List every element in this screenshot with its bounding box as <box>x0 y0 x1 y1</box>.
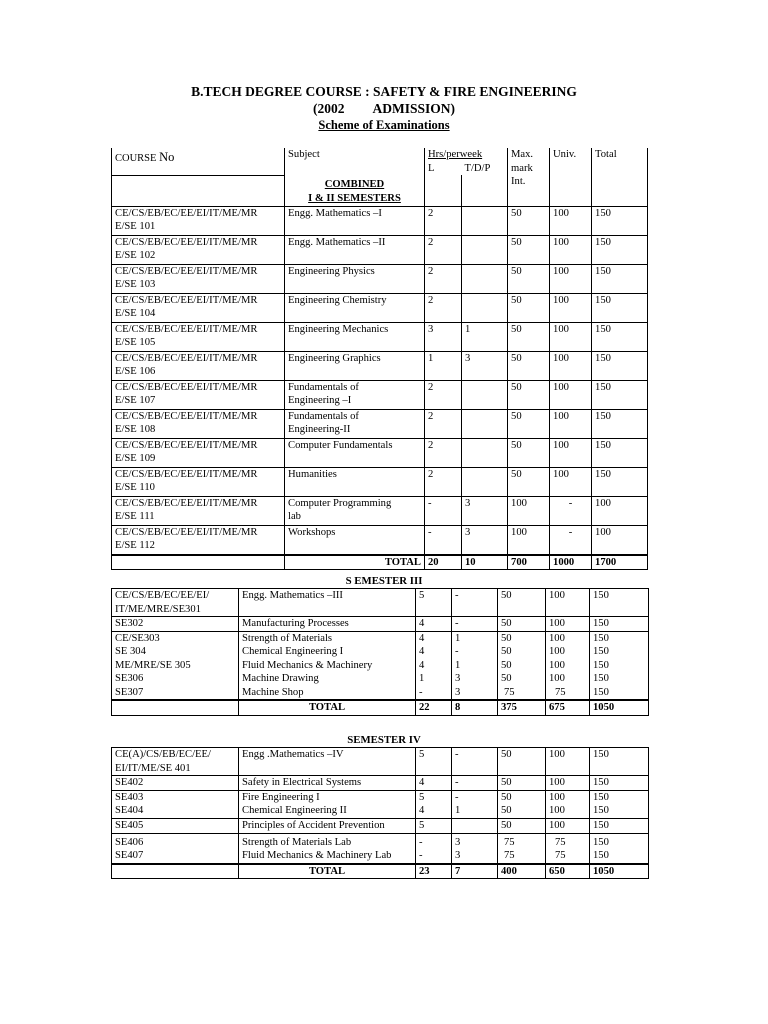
table-row <box>112 409 648 438</box>
univ-mark: 75 <box>546 833 590 849</box>
max-mark: 50 <box>498 589 546 617</box>
subject: Machine Drawing <box>239 672 416 686</box>
table-row <box>112 235 648 264</box>
univ-mark: 100 <box>546 659 590 673</box>
total-mark: 150 <box>590 818 649 833</box>
admission-year <box>0 102 768 116</box>
hrs-l: 4 <box>416 631 452 645</box>
course-code: CE/CS/EB/EC/EE/EI/IT/ME/MR E/SE 103 <box>112 264 285 293</box>
hrs-tdp: 3 <box>452 849 498 864</box>
table-row <box>112 776 649 791</box>
course-code: SE407 <box>112 849 239 864</box>
course-code: CE/CS/EB/EC/EE/EI/IT/ME/MR E/SE 107 <box>112 380 285 409</box>
subject: Engineering Chemistry <box>285 293 425 322</box>
hrs-l: 2 <box>425 206 462 235</box>
course-code: SE406 <box>112 833 239 849</box>
subject: Fundamentals of Engineering-II <box>285 409 425 438</box>
course-code: CE/CS/EB/EC/EE/EI/IT/ME/MR E/SE 102 <box>112 235 285 264</box>
total-univ: 1000 <box>550 555 592 570</box>
sem3-total-univ: 675 <box>546 700 590 715</box>
univ-mark: 75 <box>546 686 590 701</box>
max-mark: 50 <box>498 790 546 804</box>
table-header-row <box>112 148 648 175</box>
univ-mark: 100 <box>546 631 590 645</box>
total-mark: 150 <box>590 617 649 632</box>
univ-mark: 100 <box>546 776 590 791</box>
subject: Safety in Electrical Systems <box>239 776 416 791</box>
sem3-total-t: 8 <box>452 700 498 715</box>
total-mark: 150 <box>590 686 649 701</box>
max-mark: 50 <box>508 206 550 235</box>
course-code: SE402 <box>112 776 239 791</box>
course-code: CE(A)/CS/EB/EC/EE/ EI/IT/ME/SE 401 <box>112 748 239 776</box>
hrs-l: 4 <box>416 776 452 791</box>
semester-4-heading: SEMESTER IV <box>347 734 421 746</box>
total-mark: 150 <box>592 235 648 264</box>
univ-mark: 100 <box>550 235 592 264</box>
total-mark: 150 <box>590 659 649 673</box>
subject: Principles of Accident Prevention <box>239 818 416 833</box>
sem3-total-label: TOTAL <box>239 700 416 715</box>
total-mark: 150 <box>590 849 649 864</box>
total-total: 1700 <box>592 555 648 570</box>
subject: Engg. Mathematics –II <box>285 235 425 264</box>
max-mark: 50 <box>498 818 546 833</box>
total-mark: 100 <box>592 496 648 525</box>
max-mark: 50 <box>508 380 550 409</box>
course-code: CE/CS/EB/EC/EE/EI/ IT/ME/MRE/SE301 <box>112 589 239 617</box>
subject: Engg. Mathematics –III <box>239 589 416 617</box>
max-mark: 50 <box>498 804 546 818</box>
univ-mark: 100 <box>550 293 592 322</box>
table-row <box>112 818 649 833</box>
hrs-l: 2 <box>425 264 462 293</box>
course-code: SE405 <box>112 818 239 833</box>
table-row <box>112 804 649 818</box>
total-label: TOTAL <box>285 555 425 570</box>
course-code: ME/MRE/SE 305 <box>112 659 239 673</box>
table-row <box>112 790 649 804</box>
hrs-l: - <box>416 833 452 849</box>
sem3-total-row <box>112 700 649 715</box>
total-mark: 150 <box>590 804 649 818</box>
hrs-tdp <box>462 380 508 409</box>
semester-3-table <box>111 588 649 716</box>
col-hrs: Hrs/perweek L T/D/P <box>425 148 508 175</box>
table-row <box>112 351 648 380</box>
max-mark: 50 <box>498 748 546 776</box>
total-mark: 100 <box>592 525 648 555</box>
table-row <box>112 293 648 322</box>
subject: Manufacturing Processes <box>239 617 416 632</box>
hrs-tdp: 3 <box>452 833 498 849</box>
semester-3-heading: S EMESTER III <box>345 575 423 587</box>
col-univ: Univ. <box>550 148 592 206</box>
subject: Humanities <box>285 467 425 496</box>
hrs-tdp <box>462 467 508 496</box>
semester-4-table <box>111 747 649 879</box>
total-mark: 150 <box>592 264 648 293</box>
hrs-l: 4 <box>416 617 452 632</box>
hrs-tdp: - <box>452 748 498 776</box>
hrs-tdp <box>462 235 508 264</box>
table-row <box>112 467 648 496</box>
max-mark: 50 <box>508 351 550 380</box>
table-row <box>112 525 648 555</box>
univ-mark: 100 <box>546 645 590 659</box>
total-mark: 150 <box>590 672 649 686</box>
max-mark: 50 <box>498 645 546 659</box>
col-course-no: COURSE No <box>112 148 285 175</box>
max-mark: 50 <box>508 235 550 264</box>
table-row <box>112 631 649 645</box>
course-code: CE/CS/EB/EC/EE/EI/IT/ME/MR E/SE 105 <box>112 322 285 351</box>
univ-mark: 100 <box>546 672 590 686</box>
max-mark: 50 <box>498 617 546 632</box>
subject: Computer Fundamentals <box>285 438 425 467</box>
subject: Engineering Mechanics <box>285 322 425 351</box>
table-row <box>112 617 649 632</box>
total-mark: 150 <box>590 589 649 617</box>
table-row <box>112 833 649 849</box>
sem4-total-total: 1050 <box>590 864 649 879</box>
course-code: CE/CS/EB/EC/EE/EI/IT/ME/MR E/SE 110 <box>112 467 285 496</box>
total-mark: 150 <box>590 776 649 791</box>
total-t: 10 <box>462 555 508 570</box>
total-mark: 150 <box>592 467 648 496</box>
univ-mark: 100 <box>546 748 590 776</box>
subject: Engineering Physics <box>285 264 425 293</box>
max-mark: 100 <box>508 525 550 555</box>
hrs-tdp: - <box>452 645 498 659</box>
hrs-tdp <box>462 438 508 467</box>
subject: Fluid Mechanics & Machinery <box>239 659 416 673</box>
hrs-tdp <box>462 293 508 322</box>
subject: Workshops <box>285 525 425 555</box>
total-mark: 150 <box>592 322 648 351</box>
admission-label: ADMISSION) <box>372 101 455 116</box>
total-mark: 150 <box>590 790 649 804</box>
max-mark: 75 <box>498 686 546 701</box>
subject: Strength of Materials Lab <box>239 833 416 849</box>
col-max-mark: Max. mark Int. <box>508 148 550 206</box>
course-code: CE/SE303 <box>112 631 239 645</box>
combined-semesters-table <box>111 148 648 570</box>
hrs-tdp <box>462 206 508 235</box>
course-code: CE/CS/EB/EC/EE/EI/IT/ME/MR E/SE 108 <box>112 409 285 438</box>
hrs-l: 2 <box>425 467 462 496</box>
hrs-l: 3 <box>425 322 462 351</box>
course-code: CE/CS/EB/EC/EE/EI/IT/ME/MR E/SE 112 <box>112 525 285 555</box>
combined-semesters-label: COMBINED I & II SEMESTERS <box>285 175 425 206</box>
table-row <box>112 645 649 659</box>
total-mark: 150 <box>590 748 649 776</box>
univ-mark: 100 <box>546 804 590 818</box>
course-code: CE/CS/EB/EC/EE/EI/IT/ME/MR E/SE 101 <box>112 206 285 235</box>
total-mark: 150 <box>592 438 648 467</box>
sem3-total-total: 1050 <box>590 700 649 715</box>
hrs-tdp: - <box>452 589 498 617</box>
total-mark: 150 <box>592 409 648 438</box>
total-mark: 150 <box>592 380 648 409</box>
hrs-l: 5 <box>416 818 452 833</box>
univ-mark: 100 <box>550 351 592 380</box>
hrs-tdp <box>462 409 508 438</box>
hrs-tdp: - <box>452 617 498 632</box>
hrs-l: - <box>416 849 452 864</box>
sem4-total-univ: 650 <box>546 864 590 879</box>
hrs-tdp: 1 <box>452 804 498 818</box>
subject: Engineering Graphics <box>285 351 425 380</box>
course-code: CE/CS/EB/EC/EE/EI/IT/ME/MR E/SE 109 <box>112 438 285 467</box>
course-code: SE403 <box>112 790 239 804</box>
total-mark: 150 <box>590 631 649 645</box>
hrs-l: 2 <box>425 380 462 409</box>
hrs-l: 5 <box>416 790 452 804</box>
sem4-total-row <box>112 864 649 879</box>
hrs-l: 2 <box>425 409 462 438</box>
hrs-l: 1 <box>425 351 462 380</box>
table-row <box>112 748 649 776</box>
univ-mark: 100 <box>550 467 592 496</box>
hrs-l: 4 <box>416 659 452 673</box>
subject: Engg .Mathematics –IV <box>239 748 416 776</box>
total-mark: 150 <box>590 833 649 849</box>
col-total: Total <box>592 148 648 206</box>
table-row <box>112 659 649 673</box>
table-row <box>112 438 648 467</box>
subject: Fire Engineering I <box>239 790 416 804</box>
sem4-total-l: 23 <box>416 864 452 879</box>
max-mark: 50 <box>498 672 546 686</box>
total-mark: 150 <box>592 206 648 235</box>
hrs-tdp: 3 <box>462 351 508 380</box>
total-mark: 150 <box>592 351 648 380</box>
document-title: B.TECH DEGREE COURSE : SAFETY & FIRE ENGINEERING <box>191 84 577 99</box>
max-mark: 50 <box>498 776 546 791</box>
subject: Fundamentals of Engineering –I <box>285 380 425 409</box>
hrs-l: - <box>416 686 452 701</box>
hrs-l: 4 <box>416 804 452 818</box>
hrs-l: - <box>425 525 462 555</box>
course-code: SE 304 <box>112 645 239 659</box>
sem4-total-max: 400 <box>498 864 546 879</box>
hrs-l: 5 <box>416 748 452 776</box>
total-l: 20 <box>425 555 462 570</box>
course-code: SE307 <box>112 686 239 701</box>
hrs-l: 4 <box>416 645 452 659</box>
hrs-tdp: 1 <box>462 322 508 351</box>
univ-mark: 100 <box>546 818 590 833</box>
total-mark: 150 <box>590 645 649 659</box>
hrs-tdp: - <box>452 776 498 791</box>
max-mark: 50 <box>508 467 550 496</box>
subject: Strength of Materials <box>239 631 416 645</box>
hrs-l: 2 <box>425 438 462 467</box>
table-row <box>112 686 649 701</box>
table-row <box>112 849 649 864</box>
table-row <box>112 496 648 525</box>
univ-mark: 100 <box>550 206 592 235</box>
univ-mark: 100 <box>546 790 590 804</box>
table-row <box>112 264 648 293</box>
hrs-l: 2 <box>425 235 462 264</box>
univ-mark: 100 <box>550 322 592 351</box>
hrs-tdp <box>462 264 508 293</box>
hrs-l: - <box>425 496 462 525</box>
univ-mark: 100 <box>550 264 592 293</box>
table-row <box>112 589 649 617</box>
hrs-tdp <box>452 818 498 833</box>
sem3-total-max: 375 <box>498 700 546 715</box>
max-mark: 50 <box>508 409 550 438</box>
univ-mark: 100 <box>550 380 592 409</box>
hrs-l: 1 <box>416 672 452 686</box>
hrs-tdp: 3 <box>462 525 508 555</box>
max-mark: 75 <box>498 833 546 849</box>
univ-mark: 100 <box>550 409 592 438</box>
course-code: CE/CS/EB/EC/EE/EI/IT/ME/MR E/SE 111 <box>112 496 285 525</box>
sem3-total-l: 22 <box>416 700 452 715</box>
univ-mark: - <box>550 525 592 555</box>
hrs-tdp: - <box>452 790 498 804</box>
hrs-l: 5 <box>416 589 452 617</box>
course-code: SE306 <box>112 672 239 686</box>
table-row <box>112 322 648 351</box>
max-mark: 50 <box>508 438 550 467</box>
subject: Engg. Mathematics –I <box>285 206 425 235</box>
sem4-total-label: TOTAL <box>239 864 416 879</box>
hrs-tdp: 3 <box>462 496 508 525</box>
sem4-total-t: 7 <box>452 864 498 879</box>
subject: Fluid Mechanics & Machinery Lab <box>239 849 416 864</box>
hrs-tdp: 3 <box>452 672 498 686</box>
hrs-tdp: 3 <box>452 686 498 701</box>
table-row <box>112 672 649 686</box>
table1-total-row <box>112 555 648 570</box>
subject: Chemical Engineering I <box>239 645 416 659</box>
subject: Computer Programming lab <box>285 496 425 525</box>
table-row <box>112 380 648 409</box>
table-row <box>112 206 648 235</box>
max-mark: 100 <box>508 496 550 525</box>
hrs-tdp: 1 <box>452 631 498 645</box>
univ-mark: - <box>550 496 592 525</box>
hrs-tdp: 1 <box>452 659 498 673</box>
univ-mark: 100 <box>546 589 590 617</box>
course-code: CE/CS/EB/EC/EE/EI/IT/ME/MR E/SE 104 <box>112 293 285 322</box>
scheme-heading: Scheme of Examinations <box>318 118 450 132</box>
max-mark: 75 <box>498 849 546 864</box>
subject: Chemical Engineering II <box>239 804 416 818</box>
max-mark: 50 <box>508 264 550 293</box>
col-subject: Subject <box>285 148 425 175</box>
univ-mark: 100 <box>546 617 590 632</box>
max-mark: 50 <box>498 659 546 673</box>
max-mark: 50 <box>508 293 550 322</box>
admission-year-value: (2002 <box>312 101 345 116</box>
univ-mark: 75 <box>546 849 590 864</box>
subject: Machine Shop <box>239 686 416 701</box>
course-code: SE404 <box>112 804 239 818</box>
univ-mark: 100 <box>550 438 592 467</box>
course-code: CE/CS/EB/EC/EE/EI/IT/ME/MR E/SE 106 <box>112 351 285 380</box>
course-code: SE302 <box>112 617 239 632</box>
total-max: 700 <box>508 555 550 570</box>
max-mark: 50 <box>498 631 546 645</box>
max-mark: 50 <box>508 322 550 351</box>
hrs-l: 2 <box>425 293 462 322</box>
total-mark: 150 <box>592 293 648 322</box>
